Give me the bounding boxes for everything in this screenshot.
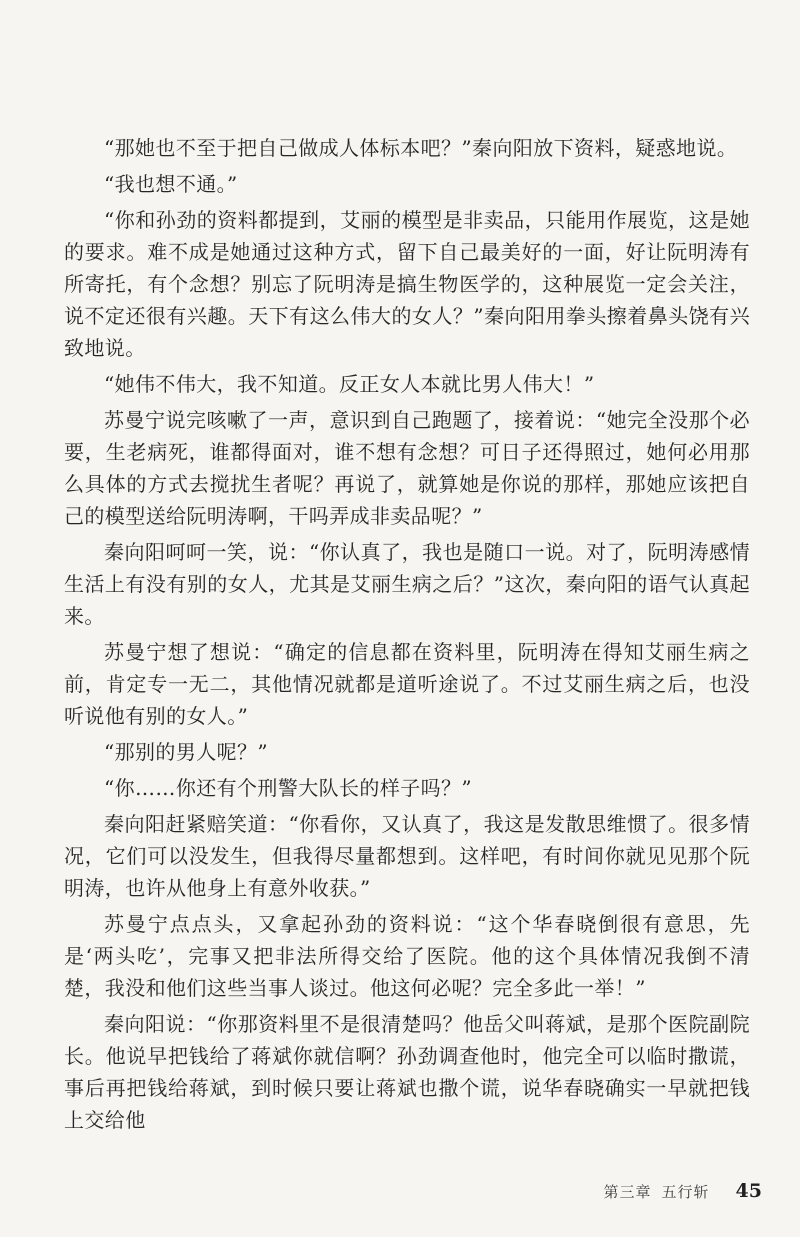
- paragraph: “那她也不至于把自己做成人体标本吧？”秦向阳放下资料，疑惑地说。: [104, 136, 738, 160]
- paragraph: 秦向阳呵呵一笑，说：“你认真了，我也是随口一说。对了，阮明涛感情生活上有没有别的女人，尤其是艾丽生病之后？”这次，秦向阳的语气认真起来。: [64, 540, 750, 628]
- paragraph: 苏曼宁想了想说：“确定的信息都在资料里，阮明涛在得知艾丽生病之前，肯定专一无二，其他情况就都是道听途说了。不过艾丽生病之后，也没听说他有别的女人。”: [64, 640, 750, 728]
- paragraph: “她伟不伟大，我不知道。反正女人本就比男人伟大！”: [104, 372, 595, 396]
- paragraph: “我也想不通。”: [104, 172, 238, 196]
- chapter-title: 五行斩: [661, 1183, 710, 1201]
- paragraph: “那别的男人呢？”: [104, 740, 269, 764]
- paragraph: “你和孙劲的资料都提到，艾丽的模型是非卖品，只能用作展览，这是她的要求。难不成是她通过这种方式，留下自己最美好的一面，好让阮明涛有所寄托，有个念想？别忘了阮明涛是搞生物医学的，这种展览一定会关注，说不定还很有兴趣。天下有这么伟大的女人？”秦向阳用拳头擦着鼻头饶有兴致地说。: [64, 208, 750, 360]
- paragraph: 秦向阳赶紧赔笑道：“你看你，又认真了，我这是发散思维惯了。很多情况，它们可以没发生，但我得尽量都想到。这样吧，有时间你就见见那个阮明涛，也许从他身上有意外收获。”: [64, 812, 750, 900]
- paragraph: “你……你还有个刑警大队长的样子吗？”: [104, 776, 473, 800]
- page-footer: [604, 1180, 762, 1202]
- paragraph: 秦向阳说：“你那资料里不是很清楚吗？他岳父叫蒋斌，是那个医院副院长。他说早把钱给了蒋斌你就信啊？孙劲调查他时，他完全可以临时撒谎，事后再把钱给蒋斌，到时候只要让蒋斌也撒个谎，说华春晓确实一早就把钱上交给他: [64, 1012, 750, 1132]
- paragraph: 苏曼宁说完咳嗽了一声，意识到自己跑题了，接着说：“她完全没那个必要，生老病死，谁都得面对，谁不想有念想？可日子还得照过，她何必用那么具体的方式去搅扰生者呢？再说了，就算她是你说的那样，那她应该把自己的模型送给阮明涛啊，干吗弄成非卖品呢？”: [64, 408, 750, 528]
- body-text: [64, 132, 750, 1140]
- paragraph: 苏曼宁点点头，又拿起孙劲的资料说：“这个华春晓倒很有意思，先是‘两头吃’，完事又把非法所得交给了医院。他的这个具体情况我倒不清楚，我没和他们这些当事人谈过。他这何必呢？完全多此一举！”: [64, 912, 750, 1000]
- chapter-label: 第三章: [603, 1183, 652, 1201]
- page-number: 45: [735, 1180, 762, 1202]
